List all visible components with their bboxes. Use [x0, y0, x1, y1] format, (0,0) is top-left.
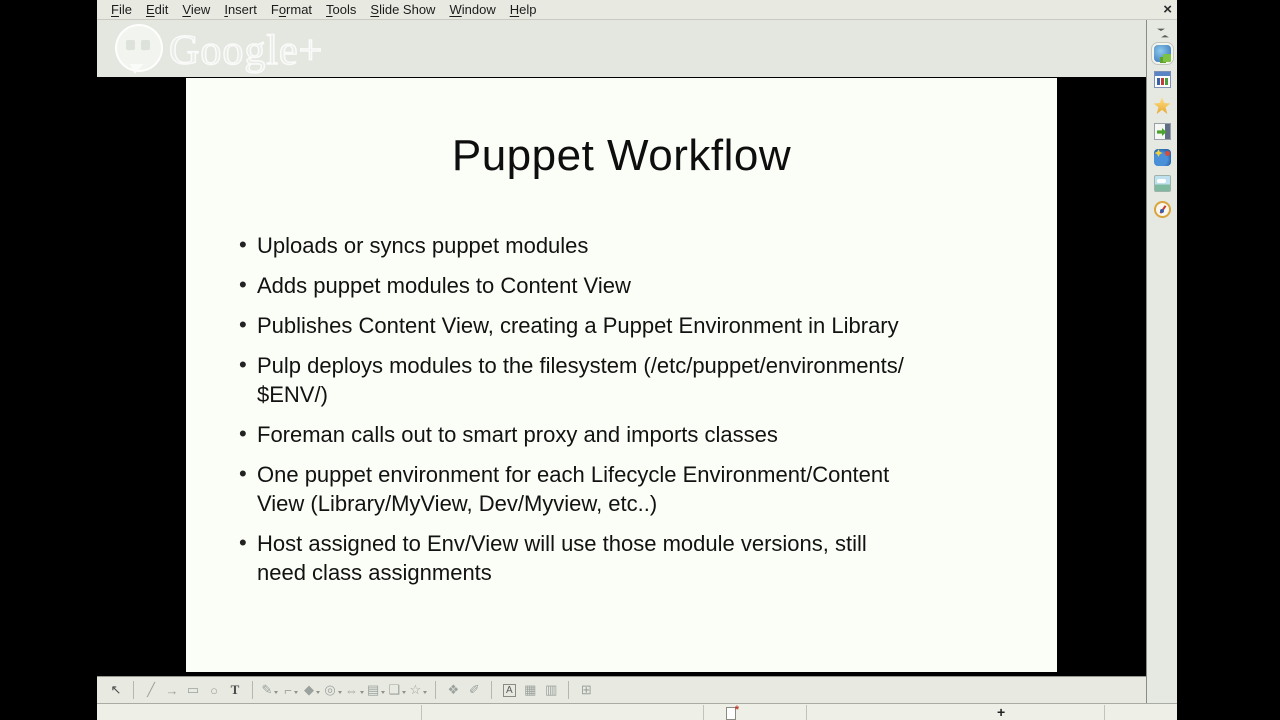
side-panel [1146, 20, 1177, 703]
menu-window[interactable]: Window [449, 2, 496, 17]
panel-handle-icon[interactable] [1154, 26, 1171, 36]
google-plus-logo: Google+ [169, 28, 324, 74]
gallery-tool-icon[interactable]: ▥ [545, 682, 558, 697]
callouts-tool-icon[interactable]: ❑ [388, 680, 406, 700]
bullet-line: • Pulp deploys modules to the filesystem (/etc/puppet/environments/ [257, 353, 904, 378]
toolbox-compass-icon[interactable] [1154, 201, 1171, 218]
rectangle-tool-icon[interactable]: ▭ [186, 682, 200, 697]
bullet-item [257, 271, 1037, 300]
bullet-line: need class assignments [257, 560, 492, 585]
toolbar-separator [133, 681, 134, 699]
menu-format[interactable]: Format [270, 2, 313, 17]
hangout-watermark-band [97, 20, 1146, 77]
bullet-line: • Publishes Content View, creating a Puppet Environment in Library [257, 313, 899, 338]
zoom-marker-icon[interactable]: + [997, 704, 1006, 720]
screenshare-icon[interactable] [1154, 123, 1171, 140]
bullet-line: $ENV/) [257, 382, 328, 407]
slide-canvas[interactable] [186, 78, 1057, 672]
ellipse-tool-icon[interactable]: ○ [210, 682, 218, 698]
drawing-toolbar [97, 676, 1146, 703]
line-arrow-tool-icon[interactable]: → [165, 682, 179, 698]
bullet-line: • Adds puppet modules to Content View [257, 273, 631, 298]
symbol-shapes-tool-icon[interactable]: ◎ [324, 680, 342, 700]
apps-globe-icon[interactable] [1154, 45, 1171, 62]
menu-help[interactable]: Help [509, 2, 537, 17]
menu-edit[interactable]: Edit [145, 2, 169, 17]
connector-tool-icon[interactable]: ⌐ [282, 680, 300, 700]
dropdown-arrow-icon [423, 691, 427, 696]
chart-app-icon[interactable] [1154, 71, 1171, 88]
dropdown-arrow-icon [360, 691, 364, 696]
bullet-item [257, 351, 1037, 409]
slide-workspace [97, 77, 1146, 676]
toolbar-separator [435, 681, 436, 699]
block-arrows-tool-icon[interactable]: ⇔ [345, 680, 364, 700]
toolbar-separator [252, 681, 253, 699]
menu-file[interactable]: File [111, 2, 132, 17]
edit-points-tool-icon[interactable]: ❖ [447, 682, 460, 697]
flowchart-tool-icon[interactable]: ▤ [367, 680, 385, 700]
status-separator [421, 705, 422, 720]
curve-tool-icon[interactable]: ✎ [261, 680, 279, 700]
text-tool-icon[interactable]: T [230, 682, 240, 697]
interaction-tool-icon[interactable]: ⊞ [580, 682, 592, 697]
menu-view[interactable]: View [182, 2, 211, 17]
bullet-line: View (Library/MyView, Dev/Myview, etc..) [257, 491, 658, 516]
status-separator [1104, 705, 1105, 720]
close-icon[interactable]: × [1163, 1, 1172, 18]
stars-tool-icon[interactable]: ☆ [409, 680, 427, 700]
dropdown-arrow-icon [338, 691, 342, 696]
toolbar-separator [491, 681, 492, 699]
bullet-line: • Foreman calls out to smart proxy and imports classes [257, 422, 778, 447]
effects-splash-icon[interactable] [1154, 149, 1171, 166]
bullet-line: • Uploads or syncs puppet modules [257, 233, 589, 258]
effects-star-icon[interactable] [1154, 97, 1171, 114]
toolbar-separator [568, 681, 569, 699]
hangouts-bubble-icon [115, 24, 163, 72]
dropdown-arrow-icon [381, 691, 385, 696]
status-separator [703, 705, 704, 720]
document-modified-icon: * [726, 707, 736, 720]
capture-photo-icon[interactable] [1154, 175, 1171, 192]
bullet-item [257, 460, 1037, 518]
status-separator [806, 705, 807, 720]
dropdown-arrow-icon [402, 691, 406, 696]
menu-slide-show[interactable]: Slide Show [370, 2, 436, 17]
slide-title[interactable]: Puppet Workflow [451, 131, 792, 180]
fontwork-tool-icon[interactable]: A [500, 680, 518, 700]
bullet-item [257, 529, 1037, 587]
dropdown-arrow-icon [294, 691, 298, 696]
from-file-tool-icon[interactable]: ▦ [524, 682, 537, 697]
menu-bar [97, 0, 1177, 20]
menu-insert[interactable]: Insert [224, 2, 257, 17]
glue-points-tool-icon[interactable]: ✐ [468, 682, 480, 697]
slide-body-text[interactable] [257, 231, 1037, 598]
select-tool-icon[interactable]: ↖ [110, 682, 122, 697]
bullet-line: • One puppet environment for each Lifecycle Environment/Content [257, 462, 890, 487]
bullet-item [257, 231, 1037, 260]
basic-shapes-tool-icon[interactable]: ◆ [303, 680, 321, 700]
dropdown-arrow-icon [316, 691, 320, 696]
dropdown-arrow-icon [274, 691, 278, 696]
bullet-line: • Host assigned to Env/View will use those module versions, still [257, 531, 867, 556]
bullet-item [257, 420, 1037, 449]
line-tool-icon[interactable]: ╱ [147, 682, 155, 697]
bullet-item [257, 311, 1037, 340]
menu-tools[interactable]: Tools [326, 2, 357, 17]
status-bar [97, 703, 1177, 720]
